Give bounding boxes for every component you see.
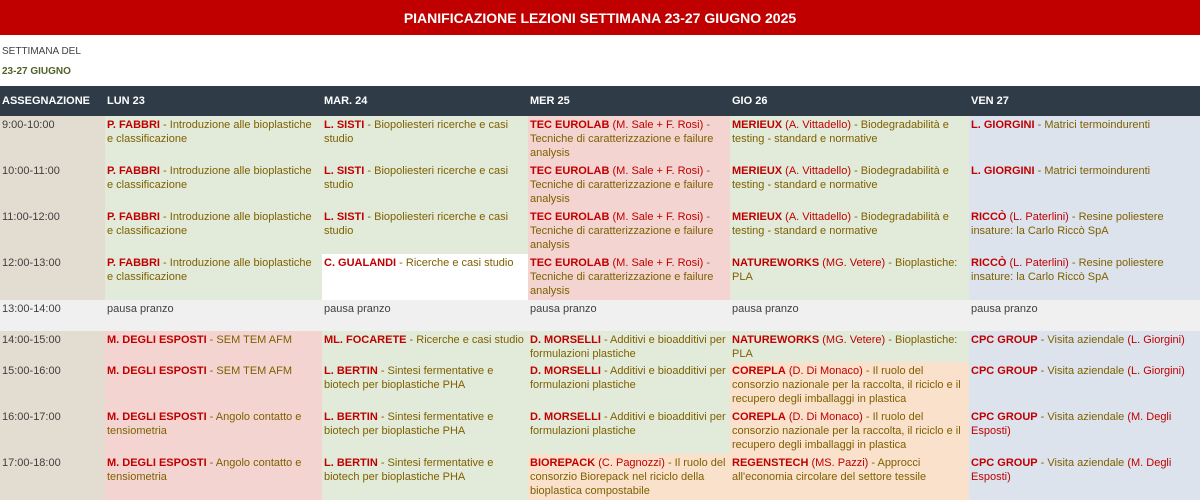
lesson-topic: - Visita aziendale — [1037, 334, 1128, 346]
lesson-cell-mer — [528, 116, 730, 162]
lesson-cell-ven — [969, 454, 1200, 500]
lecturer-name: D. MORSELLI — [530, 411, 601, 423]
table-row — [0, 162, 1200, 208]
lecturer-contact: (L. Paterlini) — [1006, 257, 1069, 269]
time-slot: 11:00-12:00 — [0, 208, 105, 254]
lesson-topic: - Tecniche di caratterizzazione e failure analysis — [530, 119, 714, 159]
lesson-cell-mar — [322, 408, 528, 454]
lesson-cell-ven — [969, 254, 1200, 300]
lecturer-name: ML. FOCARETE — [324, 334, 407, 346]
lesson-topic: - Resine poliestere insature: la Carlo Riccò SpA — [971, 257, 1164, 283]
lesson-cell-mar — [322, 300, 528, 331]
lecturer-contact: (M. Sale + F. Rosi) — [609, 257, 704, 269]
lesson-cell-mar — [322, 454, 528, 500]
lecturer-name: CPC GROUP — [971, 334, 1038, 346]
lesson-topic: - Bioplastiche: PLA — [732, 334, 958, 360]
lecturer-name: TEC EUROLAB — [530, 211, 610, 223]
table-row — [0, 362, 1200, 408]
header-assegnazione: ASSEGNAZIONE — [2, 95, 91, 107]
lecturer-contact: (MG. Vetere) — [819, 257, 886, 269]
lesson-cell-lun — [105, 116, 322, 162]
lesson-topic: - Visita aziendale — [1037, 411, 1128, 423]
lesson-cell-mer — [528, 300, 730, 331]
lecturer-name: L. GIORGINI — [971, 165, 1035, 177]
lecturer-name: CPC GROUP — [971, 457, 1038, 469]
lecturer-name: M. DEGLI ESPOSTI — [107, 457, 207, 469]
lesson-cell-gio — [730, 162, 969, 208]
lesson-topic: - Visita aziendale — [1037, 457, 1128, 469]
lecturer-contact: (A. Vittadello) — [782, 165, 852, 177]
lesson-cell-lun — [105, 162, 322, 208]
time-slot: 16:00-17:00 — [0, 408, 105, 454]
lesson-topic: - Introduzione alle bioplastiche e classificazione — [107, 165, 312, 191]
lesson-cell-gio — [730, 300, 969, 331]
lecturer-contact: (M. Sale + F. Rosi) — [609, 165, 704, 177]
lesson-topic: - SEM TEM AFM — [206, 365, 292, 377]
lecturer-name: M. DEGLI ESPOSTI — [107, 334, 207, 346]
lesson-cell-ven — [969, 408, 1200, 454]
lecturer-name: P. FABBRI — [107, 165, 160, 177]
lesson-topic: - Resine poliestere insature: la Carlo Riccò SpA — [971, 211, 1164, 237]
lecturer-contact: (A. Vittadello) — [782, 119, 852, 131]
lesson-topic: - Approcci all'economia circolare del settore tessile — [732, 457, 927, 483]
lecturer-name: MERIEUX — [732, 119, 783, 131]
header-gio: GIO 26 — [732, 95, 768, 107]
lecturer-name: NATUREWORKS — [732, 257, 820, 269]
lecturer-name: M. DEGLI ESPOSTI — [107, 365, 207, 377]
lecturer-name: D. MORSELLI — [530, 334, 601, 346]
lecturer-name: BIOREPACK — [530, 457, 596, 469]
lesson-topic: - Tecniche di caratterizzazione e failure analysis — [530, 165, 714, 205]
table-row — [0, 254, 1200, 300]
lesson-cell-ven — [969, 362, 1200, 408]
lesson-topic: - Biopoliesteri ricerche e casi studio — [324, 211, 509, 237]
lesson-topic: - Biopoliesteri ricerche e casi studio — [324, 119, 509, 145]
lesson-topic: - Bioplastiche: PLA — [732, 257, 958, 283]
header-mer: MER 25 — [530, 95, 570, 107]
header-mar: MAR. 24 — [324, 95, 368, 107]
lecturer-name: L. GIORGINI — [971, 119, 1035, 131]
schedule-title: PIANIFICAZIONE LEZIONI SETTIMANA 23-27 GIUGNO 2025 — [0, 0, 1200, 35]
lesson-cell-gio — [730, 362, 969, 408]
table-row — [0, 408, 1200, 454]
lesson-topic: - Sintesi fermentative e biotech per bioplastiche PHA — [324, 365, 494, 391]
lecturer-contact: (M. Sale + F. Rosi) — [609, 119, 704, 131]
lesson-topic: - Additivi e bioadditivi per formulazioni plastiche — [530, 334, 726, 360]
lesson-topic: pausa pranzo — [732, 303, 799, 315]
time-slot: 14:00-15:00 — [0, 331, 105, 362]
lesson-cell-lun — [105, 331, 322, 362]
lecturer-name: P. FABBRI — [107, 211, 160, 223]
lesson-topic: - Additivi e bioadditivi per formulazioni plastiche — [530, 411, 726, 437]
table-row — [0, 208, 1200, 254]
lecturer-contact: (MG. Vetere) — [819, 334, 886, 346]
lesson-cell-mar — [322, 254, 528, 300]
lecturer-name: COREPLA — [732, 411, 786, 423]
lesson-topic: - Additivi e bioadditivi per formulazioni plastiche — [530, 365, 726, 391]
lesson-topic: - Sintesi fermentative e biotech per bioplastiche PHA — [324, 457, 494, 483]
lesson-cell-gio — [730, 454, 969, 500]
lecturer-name: REGENSTECH — [732, 457, 809, 469]
lecturer-name: MERIEUX — [732, 211, 783, 223]
time-slot: 9:00-10:00 — [0, 116, 105, 162]
table-header — [0, 86, 1200, 116]
time-slot: 12:00-13:00 — [0, 254, 105, 300]
table-row — [0, 116, 1200, 162]
lesson-cell-mer — [528, 331, 730, 362]
lesson-cell-ven — [969, 300, 1200, 331]
lecturer-contact: (C. Pagnozzi) — [595, 457, 665, 469]
lecturer-name: P. FABBRI — [107, 119, 160, 131]
lesson-cell-mar — [322, 331, 528, 362]
lesson-cell-mer — [528, 408, 730, 454]
lesson-cell-lun — [105, 408, 322, 454]
lesson-topic: pausa pranzo — [971, 303, 1038, 315]
lecturer-contact: (D. Di Monaco) — [785, 411, 863, 423]
lesson-topic: pausa pranzo — [530, 303, 597, 315]
lecturer-contact: (L. Paterlini) — [1006, 211, 1069, 223]
lecturer-name: RICCÒ — [971, 211, 1007, 223]
lesson-cell-lun — [105, 300, 322, 331]
lesson-topic: - Introduzione alle bioplastiche e classificazione — [107, 119, 312, 145]
week-value: 23-27 GIUGNO — [2, 66, 71, 77]
lesson-topic: - Matrici termoindurenti — [1034, 165, 1151, 177]
lecturer-name: NATUREWORKS — [732, 334, 820, 346]
lesson-contact: (M. Degli Esposti) — [971, 411, 1172, 437]
table-row — [0, 454, 1200, 500]
lesson-cell-ven — [969, 331, 1200, 362]
lesson-topic: - Il ruolo del consorzio nazionale per la raccolta, il riciclo e il recupero degli imballaggi in plastica — [732, 365, 961, 405]
lesson-topic: pausa pranzo — [107, 303, 174, 315]
lecturer-contact: (MS. Pazzi) — [808, 457, 869, 469]
lesson-contact: (M. Degli Esposti) — [971, 457, 1172, 483]
lesson-topic: pausa pranzo — [324, 303, 391, 315]
lecturer-name: D. MORSELLI — [530, 365, 601, 377]
lesson-cell-mar — [322, 162, 528, 208]
lecturer-name: TEC EUROLAB — [530, 257, 610, 269]
week-label: SETTIMANA DEL — [2, 46, 81, 57]
lesson-topic: - Angolo contatto e tensiometria — [107, 457, 302, 483]
time-slot: 15:00-16:00 — [0, 362, 105, 408]
lecturer-name: CPC GROUP — [971, 365, 1038, 377]
lesson-topic: - SEM TEM AFM — [206, 334, 292, 346]
lesson-cell-mar — [322, 362, 528, 408]
lecturer-name: CPC GROUP — [971, 411, 1038, 423]
lecturer-name: L. BERTIN — [324, 457, 378, 469]
lesson-cell-mer — [528, 208, 730, 254]
lecturer-name: L. SISTI — [324, 211, 365, 223]
lesson-cell-mar — [322, 116, 528, 162]
lecturer-name: L. BERTIN — [324, 411, 378, 423]
lesson-topic: - Visita aziendale — [1037, 365, 1128, 377]
header-lun: LUN 23 — [107, 95, 145, 107]
lesson-cell-lun — [105, 208, 322, 254]
lesson-cell-mer — [528, 362, 730, 408]
lecturer-name: TEC EUROLAB — [530, 119, 610, 131]
lesson-cell-ven — [969, 162, 1200, 208]
lesson-cell-mar — [322, 208, 528, 254]
lesson-cell-lun — [105, 362, 322, 408]
lesson-cell-ven — [969, 208, 1200, 254]
lecturer-name: M. DEGLI ESPOSTI — [107, 411, 207, 423]
lesson-topic: - Angolo contatto e tensiometria — [107, 411, 302, 437]
time-slot: 13:00-14:00 — [0, 300, 105, 331]
lesson-topic: - Biopoliesteri ricerche e casi studio — [324, 165, 509, 191]
lesson-topic: - Biodegradabilità e testing - standard e normative — [732, 165, 949, 191]
lecturer-name: MERIEUX — [732, 165, 783, 177]
lesson-cell-gio — [730, 254, 969, 300]
lecturer-contact: (D. Di Monaco) — [785, 365, 863, 377]
lesson-topic: - Introduzione alle bioplastiche e classificazione — [107, 257, 312, 283]
lesson-topic: - Matrici termoindurenti — [1034, 119, 1151, 131]
lecturer-name: COREPLA — [732, 365, 786, 377]
lesson-cell-lun — [105, 254, 322, 300]
lesson-cell-mer — [528, 454, 730, 500]
time-slot: 17:00-18:00 — [0, 454, 105, 500]
lesson-topic: - Tecniche di caratterizzazione e failure analysis — [530, 211, 714, 251]
lesson-cell-gio — [730, 331, 969, 362]
lecturer-name: RICCÒ — [971, 257, 1007, 269]
lecturer-name: TEC EUROLAB — [530, 165, 610, 177]
lesson-topic: - Il ruolo del consorzio Biorepack nel riciclo della bioplastica compostabile — [530, 457, 726, 497]
lesson-topic: - Sintesi fermentative e biotech per bioplastiche PHA — [324, 411, 494, 437]
table-row — [0, 300, 1200, 331]
lesson-cell-gio — [730, 408, 969, 454]
lecturer-name: L. SISTI — [324, 165, 365, 177]
lesson-contact: (L. Giorgini) — [1127, 334, 1185, 346]
lecturer-name: P. FABBRI — [107, 257, 160, 269]
lesson-cell-lun — [105, 454, 322, 500]
lecturer-contact: (A. Vittadello) — [782, 211, 852, 223]
lesson-topic: - Tecniche di caratterizzazione e failure analysis — [530, 257, 714, 297]
time-slot: 10:00-11:00 — [0, 162, 105, 208]
lesson-cell-gio — [730, 208, 969, 254]
lesson-topic: - Ricerche e casi studio — [396, 257, 514, 269]
lesson-topic: - Il ruolo del consorzio nazionale per la raccolta, il riciclo e il recupero degli imballaggi in plastica — [732, 411, 961, 451]
header-ven: VEN 27 — [971, 95, 1009, 107]
lecturer-name: L. BERTIN — [324, 365, 378, 377]
lesson-contact: (L. Giorgini) — [1127, 365, 1185, 377]
lesson-cell-gio — [730, 116, 969, 162]
table-row — [0, 331, 1200, 362]
lesson-topic: - Introduzione alle bioplastiche e classificazione — [107, 211, 312, 237]
lecturer-contact: (M. Sale + F. Rosi) — [609, 211, 704, 223]
lesson-topic: - Ricerche e casi studio — [406, 334, 524, 346]
lesson-cell-mer — [528, 162, 730, 208]
lecturer-name: L. SISTI — [324, 119, 365, 131]
lesson-topic: - Biodegradabilità e testing - standard e normative — [732, 211, 949, 237]
lesson-topic: - Biodegradabilità e testing - standard e normative — [732, 119, 949, 145]
lecturer-name: C. GUALANDI — [324, 257, 397, 269]
lesson-cell-mer — [528, 254, 730, 300]
lesson-cell-ven — [969, 116, 1200, 162]
